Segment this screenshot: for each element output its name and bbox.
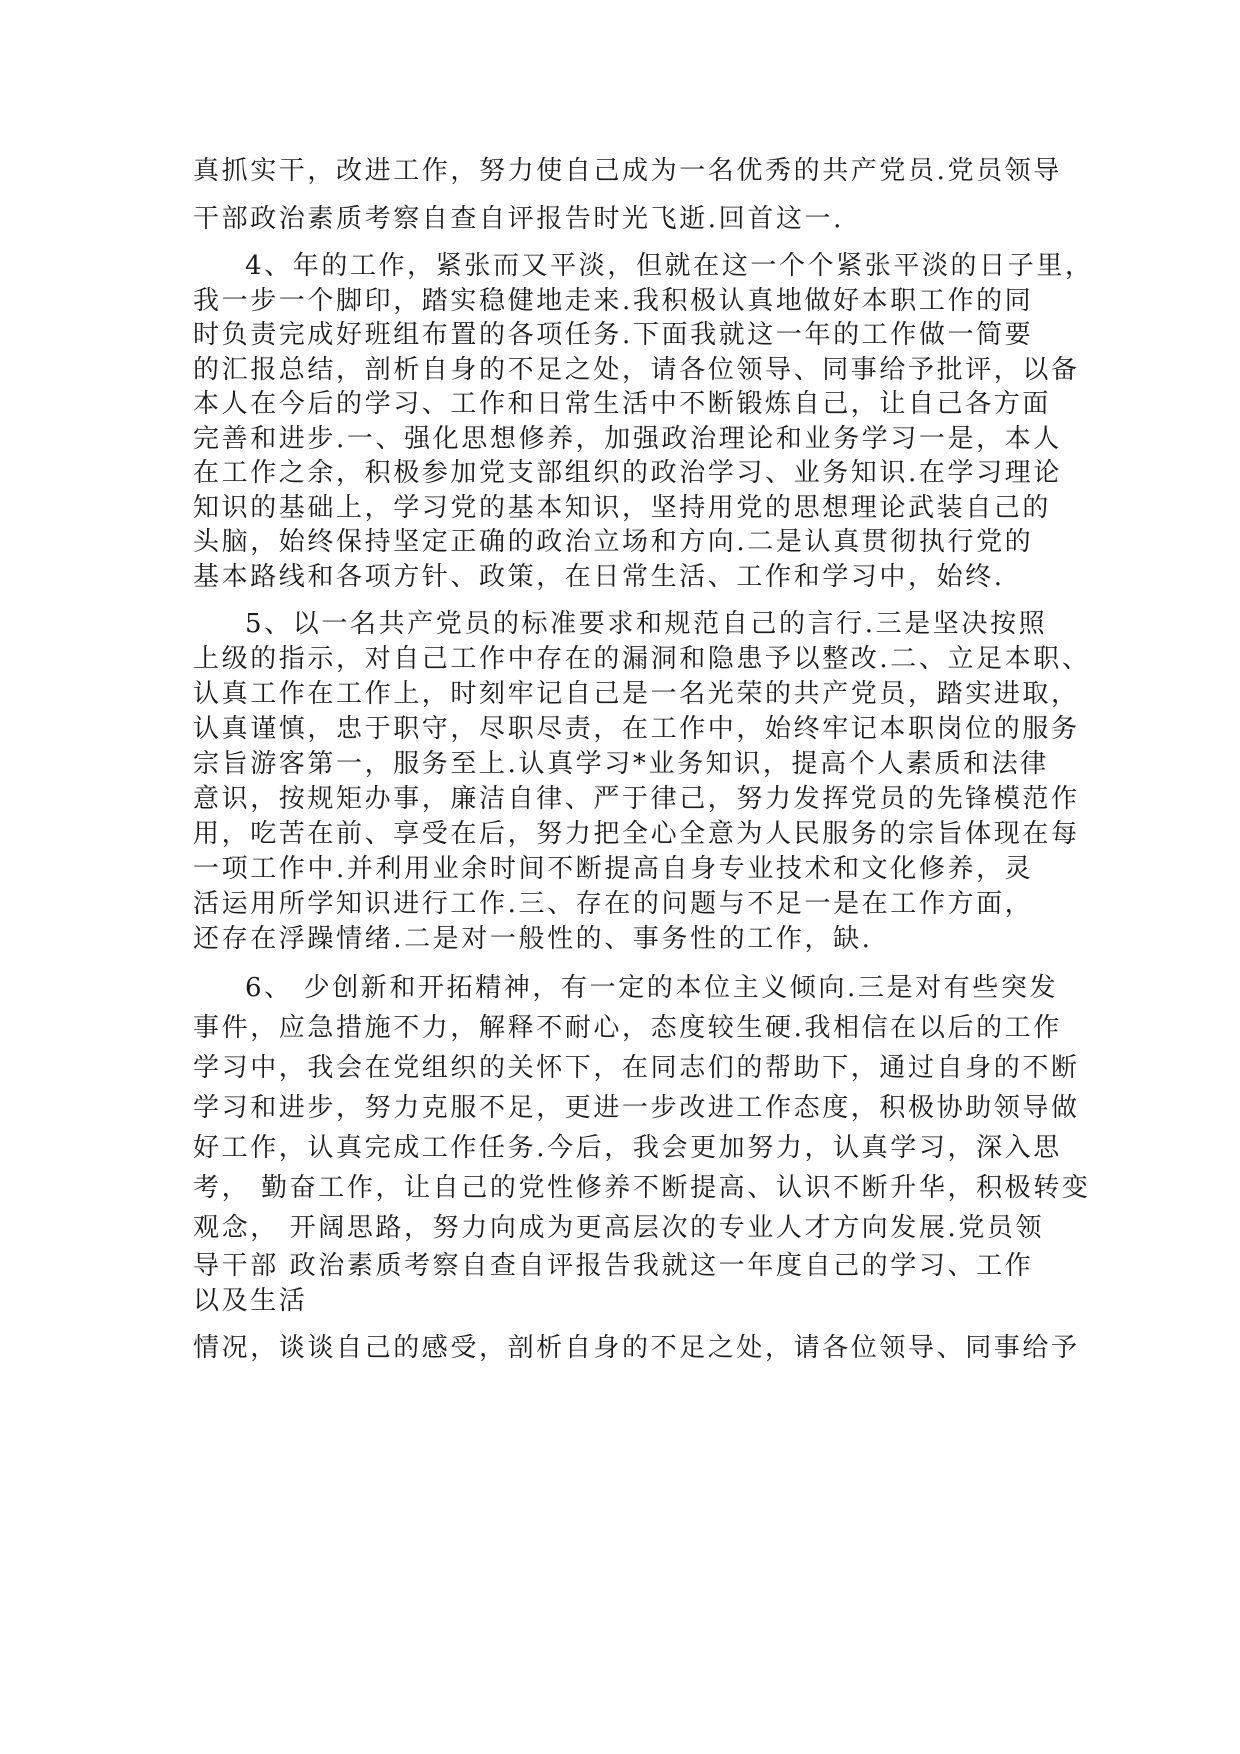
- text-line: 我一步一个脚印，踏实稳健地走来.我积极认真地做好本职工作的同: [193, 286, 1034, 316]
- text-line: 活运用所学知识进行工作.三、存在的问题与不足一是在工作方面，: [193, 889, 1034, 919]
- text-line: 考， 勤奋工作，让自己的党性修养不断提高、认识不断升华，积极转变: [193, 1173, 1091, 1203]
- text-line: 上级的指示，对自己工作中存在的漏洞和隐患予以整改.二、立足本职、: [193, 644, 1091, 674]
- text-line: 完善和进步.一、强化思想修养，加强政治理论和业务学习一是，本人: [193, 424, 1062, 454]
- text-line: 情况，谈谈自己的感受，剖析自身的不足之处，请各位领导、同事给予: [193, 1333, 1080, 1363]
- text-line: 在工作之余，积极参加党支部组织的政治学习、业务知识.在学习理论: [193, 458, 1062, 488]
- text-line: 宗旨游客第一，服务至上.认真学习*业务知识，提高个人素质和法律: [193, 749, 1049, 779]
- text-line: 意识，按规矩办事，廉洁自律、严于律己，努力发挥党员的先锋模范作: [193, 784, 1080, 814]
- text-line: 知识的基础上，学习党的基本知识，坚持用党的思想理论武装自己的: [193, 493, 1052, 523]
- paragraph-5-start: 5、以一名共产党员的标准要求和规范自己的言行.三是坚决按照: [245, 609, 1048, 639]
- paragraph-6-start: 6、 少创新和开拓精神，有一定的本位主义倾向.三是对有些突发: [245, 973, 1059, 1003]
- text-line: 观念， 开阔思路，努力向成为更高层次的专业人才方向发展.党员领: [193, 1213, 1045, 1243]
- text-line: 还存在浮躁情绪.二是对一般性的、事务性的工作，缺.: [193, 924, 873, 954]
- text-line: 的汇报总结，剖析自身的不足之处，请各位领导、同事给予批评，以备: [193, 355, 1080, 385]
- text-line: 以及生活: [193, 1286, 308, 1316]
- text-line: 学习中，我会在党组织的关怀下，在同志们的帮助下，通过自身的不断: [193, 1053, 1080, 1083]
- text-line: 用，吃苦在前、享受在后，努力把全心全意为人民服务的宗旨体现在每: [193, 819, 1080, 849]
- text-line: 好工作，认真完成工作任务.今后，我会更加努力，认真学习，深入思: [193, 1133, 1062, 1163]
- text-line: 认真工作在工作上，时刻牢记自己是一名光荣的共产党员，踏实进取，: [193, 679, 1080, 709]
- text-line: 学习和进步，努力克服不足，更进一步改进工作态度，积极协助领导做: [193, 1093, 1080, 1123]
- text-line: 干部政治素质考察自查自评报告时光飞逝.回首这一.: [193, 204, 844, 234]
- text-line: 一项工作中.并利用业余时间不断提高自身专业技术和文化修养，灵: [193, 854, 1034, 884]
- paragraph-4-start: 4、年的工作，紧张而又平淡，但就在这一个个紧张平淡的日子里，: [245, 251, 1094, 281]
- text-line: 头脑，始终保持坚定正确的政治立场和方向.二是认真贯彻执行党的: [193, 527, 1034, 557]
- text-line: 事件，应急措施不力，解释不耐心，态度较生硬.我相信在以后的工作: [193, 1013, 1062, 1043]
- text-line: 认真谨慎，忠于职守，尽职尽责，在工作中，始终牢记本职岗位的服务: [193, 714, 1080, 744]
- text-line: 基本路线和各项方针、政策，在日常生活、工作和学习中，始终.: [193, 562, 1005, 592]
- text-line: 导干部 政治素质考察自查自评报告我就这一年度自己的学习、工作: [193, 1251, 1034, 1281]
- text-line: 本人在今后的学习、工作和日常生活中不断锻炼自己，让自己各方面: [193, 389, 1052, 419]
- text-line: 真抓实干，改进工作，努力使自己成为一名优秀的共产党员.党员领导: [193, 156, 1062, 186]
- text-line: 时负责完成好班组布置的各项任务.下面我就这一年的工作做一简要: [193, 320, 1034, 350]
